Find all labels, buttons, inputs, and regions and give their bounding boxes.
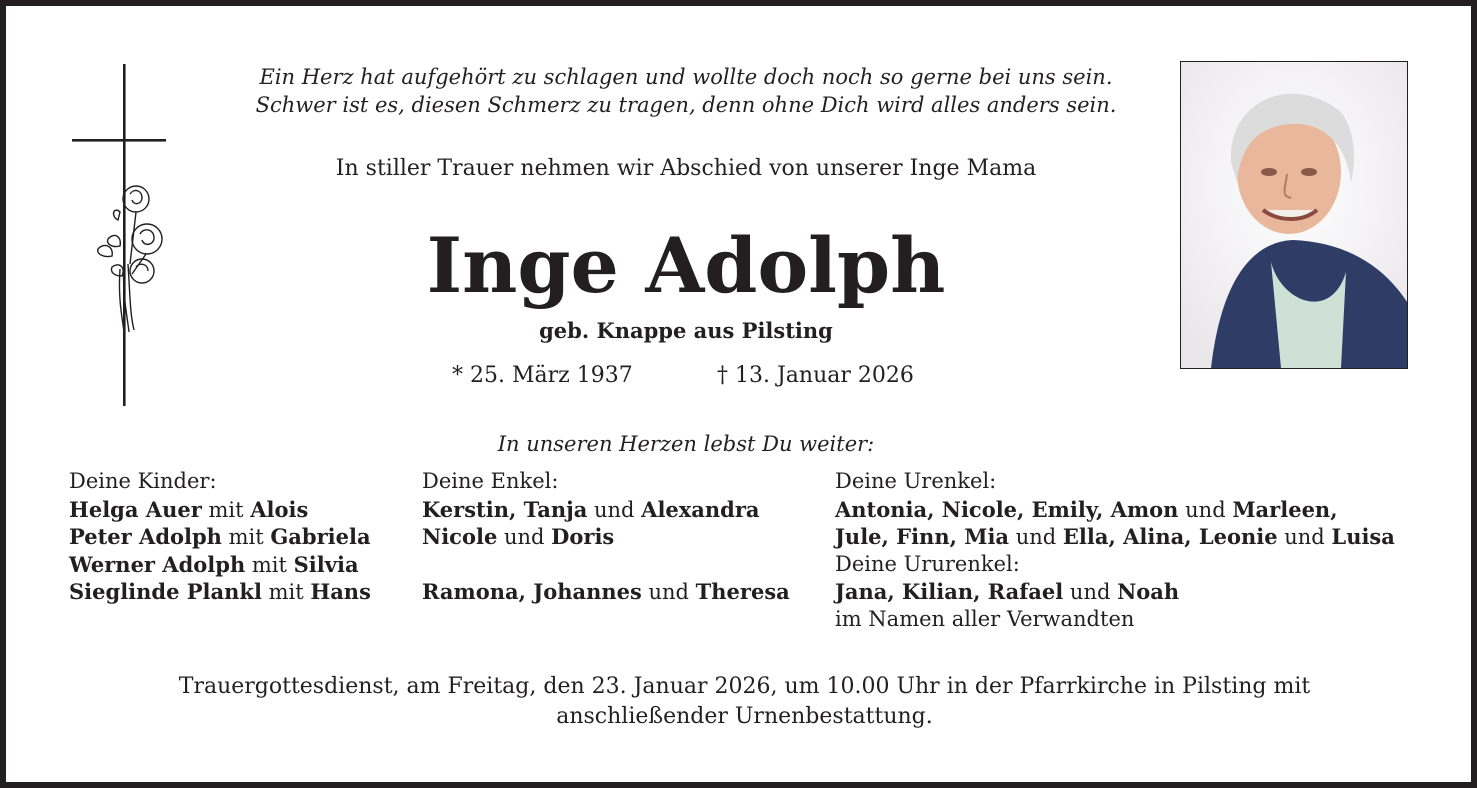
farewell-line: In unseren Herzen lebst Du weiter: [497, 432, 875, 456]
list-item: Antonia, Nicole, Emily, Amon und Marleen, [835, 496, 1338, 522]
list-item: Jana, Kilian, Rafael und Noah [835, 579, 1180, 604]
service-line-2: anschließender Urnenbestattung. [556, 704, 933, 729]
birth-name: geb. Knappe aus Pilsting [539, 318, 833, 343]
children-column [69, 468, 371, 606]
list-item: Peter Adolph mit Gabriela [69, 524, 371, 549]
death-date: † 13. Januar 2026 [717, 363, 914, 388]
quote-line-1: Ein Herz hat aufgehört zu schlagen und wollte doch noch so gerne bei uns sein. [259, 65, 1113, 89]
cross-with-roses-icon [72, 64, 172, 410]
quote-line-2: Schwer ist es, diesen Schmerz zu tragen, denn ohne Dich wird alles anders sein. [255, 93, 1117, 117]
portrait-photo [1180, 61, 1408, 369]
list-item: Ramona, Johannes und Theresa [422, 579, 790, 604]
grandchildren-heading: Deine Enkel: [422, 469, 559, 493]
great-grandchildren-column [835, 468, 1395, 633]
deceased-name: Inge Adolph [426, 221, 946, 310]
grandchildren-column [422, 468, 790, 606]
great-great-grandchildren-heading: Deine Ururenkel: [835, 551, 1020, 576]
list-item: Helga Auer mit Alois [69, 496, 309, 522]
list-item: Nicole und Doris [422, 524, 615, 549]
children-heading: Deine Kinder: [69, 469, 217, 493]
list-item: Sieglinde Plankl mit Hans [69, 579, 371, 604]
spacer [422, 551, 790, 579]
service-line-1: Trauergottesdienst, am Freitag, den 23. Januar 2026, um 10.00 Uhr in der Pfarrkirche in Pilsting mit [178, 674, 1311, 699]
intro-text: In stiller Trauer nehmen wir Abschied von unserer Inge Mama [335, 156, 1037, 181]
list-item: Werner Adolph mit Silvia [69, 551, 359, 577]
closing-line: im Namen aller Verwandten [835, 606, 1135, 631]
memorial-quote [206, 63, 1166, 119]
great-grandchildren-heading: Deine Urenkel: [835, 469, 997, 493]
list-item: Kerstin, Tanja und Alexandra [422, 496, 760, 522]
portrait-illustration [1181, 62, 1407, 368]
service-details [106, 672, 1383, 732]
list-item: Jule, Finn, Mia und Ella, Alina, Leonie und Luisa [835, 524, 1395, 549]
birth-date: * 25. März 1937 [452, 363, 633, 388]
